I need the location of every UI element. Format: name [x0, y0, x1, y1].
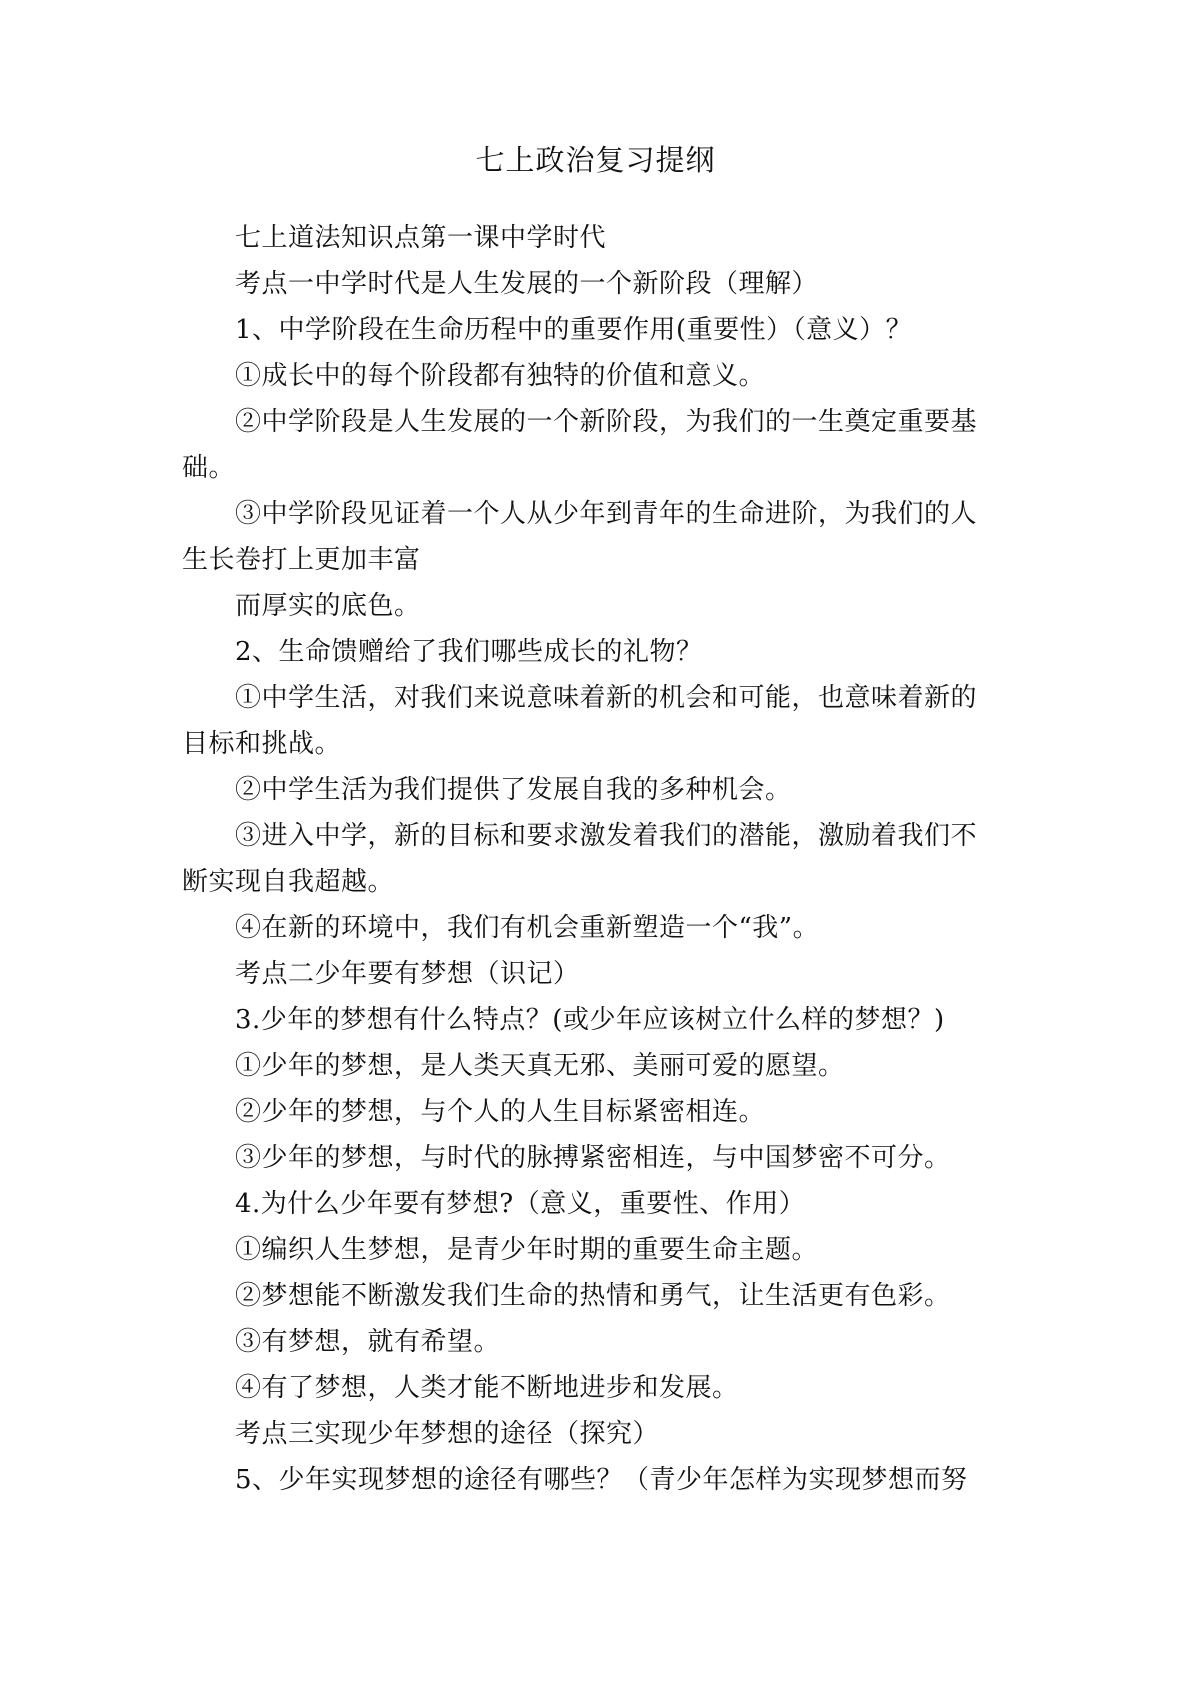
text-line: 生长卷打上更加丰富 [182, 545, 421, 575]
text-line: 而厚实的底色。 [235, 591, 421, 621]
text-line: ②中学阶段是人生发展的一个新阶段，为我们的一生奠定重要基 [235, 407, 978, 437]
text-line: ③进入中学，新的目标和要求激发着我们的潜能，激励着我们不 [235, 821, 978, 851]
text-line: ③中学阶段见证着一个人从少年到青年的生命进阶，为我们的人 [235, 499, 978, 529]
text-line: 断实现自我超越。 [182, 867, 395, 897]
text-line: ③少年的梦想，与时代的脉搏紧密相连，与中国梦密不可分。 [235, 1143, 951, 1173]
document-body [182, 215, 1022, 1503]
text-line: ②梦想能不断激发我们生命的热情和勇气，让生活更有色彩。 [235, 1281, 951, 1311]
text-line: ④在新的环境中，我们有机会重新塑造一个“我”。 [235, 913, 820, 943]
text-line: 5、少年实现梦想的途径有哪些？（青少年怎样为实现梦想而努 [235, 1465, 968, 1495]
text-line: 目标和挑战。 [182, 729, 342, 759]
text-line: 2、生命馈赠给了我们哪些成长的礼物？ [235, 637, 703, 667]
text-line: 考点三实现少年梦想的途径（探究） [235, 1419, 660, 1449]
text-line: 础。 [182, 453, 236, 483]
text-line: ①成长中的每个阶段都有独特的价值和意义。 [235, 361, 766, 391]
text-line: ③有梦想，就有希望。 [235, 1327, 501, 1357]
text-line: ④有了梦想，人类才能不断地进步和发展。 [235, 1373, 739, 1403]
text-line: 4.为什么少年要有梦想?（意义，重要性、作用） [235, 1189, 806, 1219]
text-line: ②中学生活为我们提供了发展自我的多种机会。 [235, 775, 792, 805]
text-line: 七上道法知识点第一课中学时代 [235, 223, 607, 253]
text-line: ①编织人生梦想，是青少年时期的重要生命主题。 [235, 1235, 819, 1265]
text-line: 考点二少年要有梦想（识记） [235, 959, 580, 989]
document-title: 七上政治复习提纲 [475, 143, 716, 177]
text-line: ②少年的梦想，与个人的人生目标紧密相连。 [235, 1097, 766, 1127]
text-line: 考点一中学时代是人生发展的一个新阶段（理解） [235, 269, 819, 299]
text-line: 1、中学阶段在生命历程中的重要作用(重要性）（意义）？ [235, 315, 913, 345]
text-line: ①中学生活，对我们来说意味着新的机会和可能，也意味着新的 [235, 683, 978, 713]
text-line: 3.少年的梦想有什么特点？(或少年应该树立什么样的梦想？) [235, 1005, 945, 1035]
text-line: ①少年的梦想，是人类天真无邪、美丽可爱的愿望。 [235, 1051, 845, 1081]
